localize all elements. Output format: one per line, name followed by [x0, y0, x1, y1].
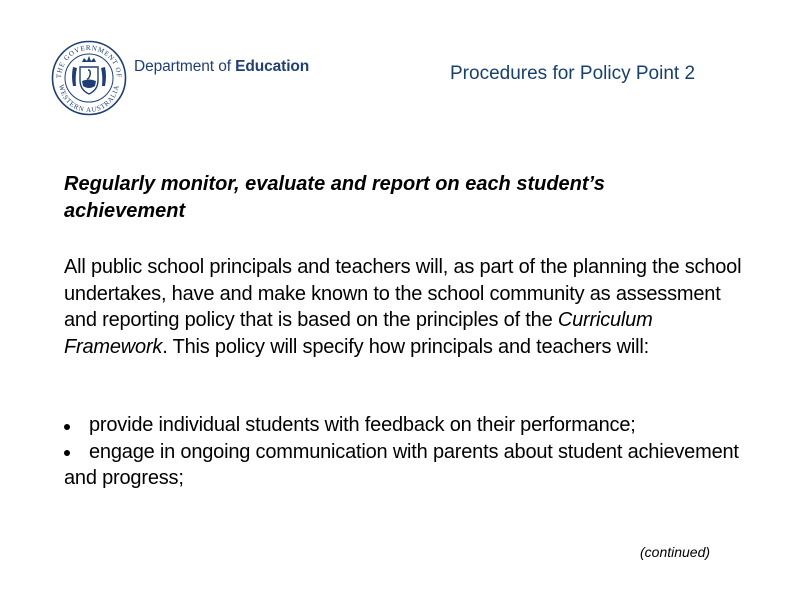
svg-text:WESTERN AUSTRALIA: WESTERN AUSTRALIA [56, 83, 121, 115]
bullet-text: engage in ongoing communication with parents about student achievement and progress; [64, 440, 739, 489]
bullet-dot-icon [64, 424, 70, 430]
curriculum-framework-title: Curriculum Framework [64, 309, 653, 358]
department-name [134, 58, 309, 76]
state-seal-icon [51, 40, 127, 116]
bullet-list [64, 412, 744, 492]
slide-title: Procedures for Policy Point 2 [450, 63, 696, 84]
bullet-item [64, 439, 744, 492]
department-prefix: Department of [134, 58, 236, 75]
bullet-item [64, 412, 744, 439]
svg-text:THE GOVERNMENT OF: THE GOVERNMENT OF [54, 43, 124, 79]
bullet-text: provide individual students with feedback on their performance; [89, 414, 636, 436]
paragraph-text-1: All public school principals and teachers will, as part of the planning the school undertakes, have and make known to the school community as assessment and reporting policy that is based on the principles of the [64, 256, 742, 331]
department-bold: Education [235, 58, 310, 75]
paragraph-text-2: . This policy will specify how principals and teachers will: [162, 335, 649, 358]
bullet-dot-icon [64, 450, 70, 456]
section-heading: Regularly monitor, evaluate and report on each student’s achievement [64, 173, 605, 222]
continued-note: (continued) [640, 544, 711, 560]
body-paragraph [64, 254, 744, 360]
